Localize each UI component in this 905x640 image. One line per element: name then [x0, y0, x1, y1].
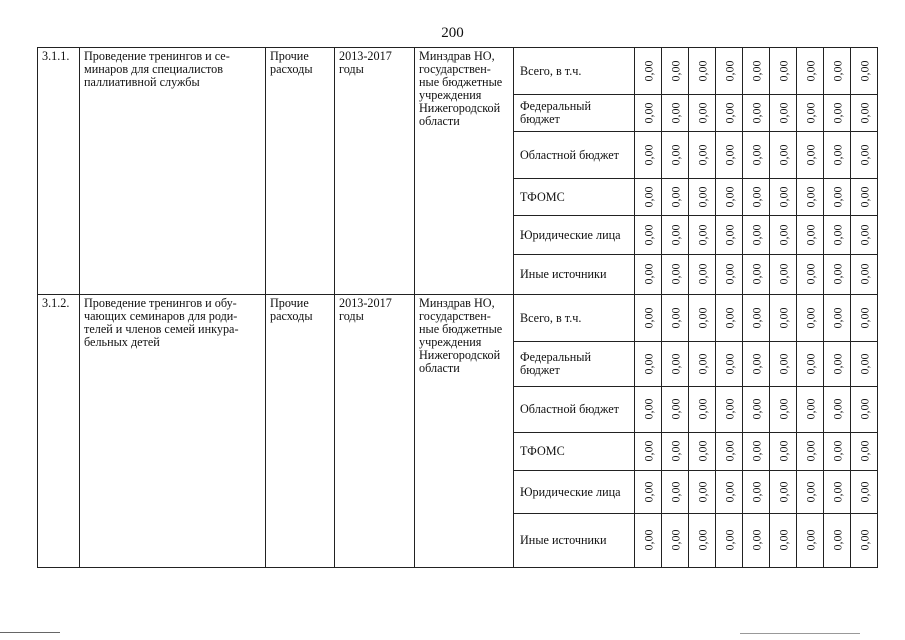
value-cell — [770, 95, 797, 132]
value-text: 0,00 — [830, 353, 844, 374]
value-cell — [851, 433, 878, 471]
funding-source-label: Юридические лица — [514, 216, 635, 255]
value-cell — [851, 255, 878, 295]
value-text: 0,00 — [830, 307, 844, 328]
value-cell — [824, 216, 851, 255]
value-text: 0,00 — [668, 440, 682, 462]
value-text: 0,00 — [668, 263, 682, 285]
funding-source-label: Иные источники — [514, 514, 635, 568]
value-text: 0,00 — [749, 440, 763, 462]
value-text: 0,00 — [803, 398, 817, 420]
value-text: 0,00 — [749, 353, 763, 374]
executor: Минздрав НО, государствен- ные бюджетные учреждения Нижегородской области — [419, 49, 503, 128]
value-text: 0,00 — [857, 398, 871, 420]
value-text: 0,00 — [803, 481, 817, 502]
value-cell — [689, 342, 716, 387]
value-text: 0,00 — [776, 186, 790, 207]
value-text: 0,00 — [668, 481, 682, 502]
value-cell — [689, 295, 716, 342]
value-text: 0,00 — [695, 263, 709, 285]
expense-type: Прочие расходы — [270, 49, 313, 76]
value-text: 0,00 — [830, 481, 844, 502]
value-text: 0,00 — [830, 263, 844, 285]
value-cell — [770, 179, 797, 216]
funding-source-label: Юридические лица — [514, 471, 635, 514]
value-cell — [824, 471, 851, 514]
value-cell — [635, 48, 662, 95]
item-title: Проведение тренингов и се- минаров для специалистов паллиативной службы — [84, 49, 230, 89]
value-text: 0,00 — [776, 353, 790, 374]
value-cell — [824, 179, 851, 216]
value-text: 0,00 — [722, 144, 736, 165]
value-cell — [662, 471, 689, 514]
value-cell — [797, 387, 824, 433]
value-cell — [662, 255, 689, 295]
value-text: 0,00 — [641, 440, 655, 462]
value-text: 0,00 — [641, 224, 655, 245]
value-cell — [662, 387, 689, 433]
value-text: 0,00 — [749, 144, 763, 165]
value-cell — [716, 295, 743, 342]
period-cell — [335, 295, 415, 568]
value-cell — [635, 471, 662, 514]
value-text: 0,00 — [695, 529, 709, 551]
value-text: 0,00 — [776, 440, 790, 462]
value-text: 0,00 — [830, 102, 844, 123]
value-text: 0,00 — [695, 144, 709, 165]
value-cell — [689, 95, 716, 132]
value-text: 0,00 — [749, 102, 763, 123]
value-cell — [689, 132, 716, 179]
value-cell — [689, 216, 716, 255]
value-text: 0,00 — [749, 186, 763, 207]
value-cell — [662, 95, 689, 132]
value-cell — [635, 255, 662, 295]
value-text: 0,00 — [695, 60, 709, 81]
value-text: 0,00 — [695, 440, 709, 462]
value-cell — [824, 387, 851, 433]
value-text: 0,00 — [857, 186, 871, 207]
value-cell — [635, 95, 662, 132]
value-text: 0,00 — [722, 398, 736, 420]
value-cell — [662, 48, 689, 95]
value-text: 0,00 — [641, 186, 655, 207]
value-text: 0,00 — [803, 440, 817, 462]
value-cell — [770, 342, 797, 387]
value-text: 0,00 — [749, 307, 763, 328]
value-text: 0,00 — [641, 307, 655, 328]
value-text: 0,00 — [641, 398, 655, 420]
value-cell — [662, 179, 689, 216]
value-cell — [770, 387, 797, 433]
value-cell — [662, 295, 689, 342]
value-text: 0,00 — [803, 60, 817, 81]
value-text: 0,00 — [722, 353, 736, 374]
period-cell — [335, 48, 415, 295]
value-cell — [851, 132, 878, 179]
value-cell — [797, 216, 824, 255]
value-text: 0,00 — [830, 398, 844, 420]
value-cell — [689, 514, 716, 568]
value-cell — [770, 433, 797, 471]
value-text: 0,00 — [803, 307, 817, 328]
value-cell — [797, 95, 824, 132]
value-cell — [716, 216, 743, 255]
value-text: 0,00 — [695, 102, 709, 123]
value-cell — [824, 255, 851, 295]
value-cell — [851, 342, 878, 387]
item-number-cell — [38, 48, 80, 295]
table-row — [38, 48, 878, 95]
value-text: 0,00 — [722, 186, 736, 207]
value-cell — [716, 95, 743, 132]
value-text: 0,00 — [641, 481, 655, 502]
value-cell — [824, 514, 851, 568]
item-title: Проведение тренингов и обу- чающих семинаров для роди- телей и членов семей инкура- бельных детей — [84, 296, 239, 349]
value-cell — [716, 255, 743, 295]
value-text: 0,00 — [695, 481, 709, 502]
value-text: 0,00 — [641, 102, 655, 123]
value-cell — [851, 514, 878, 568]
value-cell — [797, 48, 824, 95]
value-text: 0,00 — [749, 398, 763, 420]
value-cell — [716, 342, 743, 387]
value-cell — [743, 342, 770, 387]
funding-source-label: Всего, в т.ч. — [514, 48, 635, 95]
value-cell — [689, 387, 716, 433]
funding-source-label: Иные источники — [514, 255, 635, 295]
value-text: 0,00 — [803, 144, 817, 165]
value-cell — [743, 95, 770, 132]
value-text: 0,00 — [830, 529, 844, 551]
value-cell — [824, 132, 851, 179]
value-text: 0,00 — [722, 440, 736, 462]
value-cell — [662, 433, 689, 471]
value-text: 0,00 — [722, 102, 736, 123]
value-text: 0,00 — [641, 144, 655, 165]
value-cell — [716, 48, 743, 95]
value-text: 0,00 — [668, 102, 682, 123]
value-cell — [716, 387, 743, 433]
value-cell — [635, 387, 662, 433]
value-cell — [635, 179, 662, 216]
value-text: 0,00 — [776, 398, 790, 420]
value-text: 0,00 — [803, 186, 817, 207]
value-cell — [743, 514, 770, 568]
expense-type: Прочие расходы — [270, 296, 313, 323]
value-cell — [716, 514, 743, 568]
value-cell — [635, 514, 662, 568]
value-text: 0,00 — [803, 102, 817, 123]
executor: Минздрав НО, государствен- ные бюджетные учреждения Нижегородской области — [419, 296, 503, 375]
value-cell — [770, 132, 797, 179]
value-text: 0,00 — [722, 263, 736, 285]
value-cell — [635, 342, 662, 387]
value-cell — [797, 433, 824, 471]
value-cell — [635, 132, 662, 179]
value-text: 0,00 — [857, 529, 871, 551]
funding-source-label: Федеральный бюджет — [514, 342, 635, 387]
value-cell — [797, 255, 824, 295]
value-text: 0,00 — [668, 529, 682, 551]
value-text: 0,00 — [668, 60, 682, 81]
value-text: 0,00 — [722, 481, 736, 502]
value-cell — [851, 216, 878, 255]
value-text: 0,00 — [668, 398, 682, 420]
value-cell — [743, 295, 770, 342]
expense-type-cell — [266, 295, 335, 568]
value-cell — [743, 433, 770, 471]
page-number: 200 — [441, 25, 464, 41]
value-cell — [689, 433, 716, 471]
value-cell — [635, 216, 662, 255]
value-text: 0,00 — [641, 60, 655, 81]
value-text: 0,00 — [776, 144, 790, 165]
value-cell — [797, 179, 824, 216]
value-text: 0,00 — [695, 224, 709, 245]
value-cell — [743, 471, 770, 514]
executor-cell — [415, 295, 514, 568]
value-text: 0,00 — [641, 353, 655, 374]
value-text: 0,00 — [857, 481, 871, 502]
value-text: 0,00 — [857, 144, 871, 165]
item-title-cell — [80, 48, 266, 295]
value-text: 0,00 — [857, 353, 871, 374]
funding-source-label: Областной бюджет — [514, 132, 635, 179]
value-text: 0,00 — [776, 307, 790, 328]
value-text: 0,00 — [695, 186, 709, 207]
item-number: 3.1.2. — [42, 296, 70, 310]
period: 2013-2017 годы — [339, 296, 392, 323]
value-cell — [716, 179, 743, 216]
value-cell — [743, 48, 770, 95]
value-cell — [689, 471, 716, 514]
value-text: 0,00 — [830, 440, 844, 462]
value-cell — [689, 179, 716, 216]
value-cell — [851, 95, 878, 132]
value-text: 0,00 — [749, 529, 763, 551]
value-cell — [635, 295, 662, 342]
value-text: 0,00 — [776, 263, 790, 285]
value-cell — [662, 342, 689, 387]
scan-artifact — [0, 632, 60, 633]
value-text: 0,00 — [722, 60, 736, 81]
value-cell — [824, 95, 851, 132]
value-cell — [770, 255, 797, 295]
value-cell — [824, 48, 851, 95]
value-cell — [743, 255, 770, 295]
value-text: 0,00 — [857, 263, 871, 285]
value-text: 0,00 — [776, 529, 790, 551]
value-cell — [662, 514, 689, 568]
value-text: 0,00 — [857, 60, 871, 81]
value-cell — [743, 132, 770, 179]
funding-source-label: Всего, в т.ч. — [514, 295, 635, 342]
value-cell — [716, 471, 743, 514]
funding-source-label: Федеральный бюджет — [514, 95, 635, 132]
value-cell — [716, 433, 743, 471]
value-cell — [743, 216, 770, 255]
value-text: 0,00 — [776, 60, 790, 81]
value-text: 0,00 — [668, 307, 682, 328]
value-text: 0,00 — [668, 186, 682, 207]
value-text: 0,00 — [776, 481, 790, 502]
value-text: 0,00 — [803, 263, 817, 285]
value-text: 0,00 — [641, 529, 655, 551]
value-cell — [770, 514, 797, 568]
value-cell — [743, 179, 770, 216]
funding-source-label: ТФОМС — [514, 179, 635, 216]
value-cell — [689, 255, 716, 295]
value-text: 0,00 — [749, 481, 763, 502]
value-cell — [851, 471, 878, 514]
value-text: 0,00 — [803, 529, 817, 551]
value-text: 0,00 — [830, 186, 844, 207]
value-cell — [824, 433, 851, 471]
value-cell — [851, 387, 878, 433]
value-text: 0,00 — [776, 224, 790, 245]
expense-type-cell — [266, 48, 335, 295]
value-cell — [743, 387, 770, 433]
value-text: 0,00 — [668, 353, 682, 374]
value-text: 0,00 — [803, 353, 817, 374]
value-text: 0,00 — [722, 307, 736, 328]
scan-artifact — [740, 633, 860, 634]
value-text: 0,00 — [830, 60, 844, 81]
value-cell — [824, 295, 851, 342]
value-cell — [824, 342, 851, 387]
value-cell — [662, 216, 689, 255]
value-text: 0,00 — [857, 102, 871, 123]
value-cell — [797, 295, 824, 342]
value-text: 0,00 — [857, 224, 871, 245]
value-text: 0,00 — [641, 263, 655, 285]
value-text: 0,00 — [668, 224, 682, 245]
value-text: 0,00 — [668, 144, 682, 165]
value-cell — [635, 433, 662, 471]
value-text: 0,00 — [857, 307, 871, 328]
value-cell — [797, 471, 824, 514]
value-text: 0,00 — [749, 60, 763, 81]
value-text: 0,00 — [695, 353, 709, 374]
value-text: 0,00 — [830, 144, 844, 165]
item-title-cell — [80, 295, 266, 568]
value-text: 0,00 — [749, 263, 763, 285]
value-text: 0,00 — [857, 440, 871, 462]
value-text: 0,00 — [695, 398, 709, 420]
value-text: 0,00 — [776, 102, 790, 123]
period: 2013-2017 годы — [339, 49, 392, 76]
value-cell — [797, 514, 824, 568]
table-row — [38, 295, 878, 342]
value-text: 0,00 — [722, 529, 736, 551]
value-text: 0,00 — [830, 224, 844, 245]
value-cell — [797, 132, 824, 179]
value-cell — [770, 295, 797, 342]
funding-source-label: Областной бюджет — [514, 387, 635, 433]
value-cell — [770, 48, 797, 95]
funding-source-label: ТФОМС — [514, 433, 635, 471]
value-text: 0,00 — [803, 224, 817, 245]
item-number: 3.1.1. — [42, 49, 70, 63]
value-cell — [851, 48, 878, 95]
value-cell — [797, 342, 824, 387]
value-cell — [689, 48, 716, 95]
value-text: 0,00 — [722, 224, 736, 245]
value-text: 0,00 — [695, 307, 709, 328]
executor-cell — [415, 48, 514, 295]
value-cell — [851, 179, 878, 216]
value-cell — [851, 295, 878, 342]
funding-table — [37, 47, 878, 568]
item-number-cell — [38, 295, 80, 568]
value-cell — [770, 471, 797, 514]
value-cell — [662, 132, 689, 179]
value-text: 0,00 — [749, 224, 763, 245]
value-cell — [716, 132, 743, 179]
value-cell — [770, 216, 797, 255]
